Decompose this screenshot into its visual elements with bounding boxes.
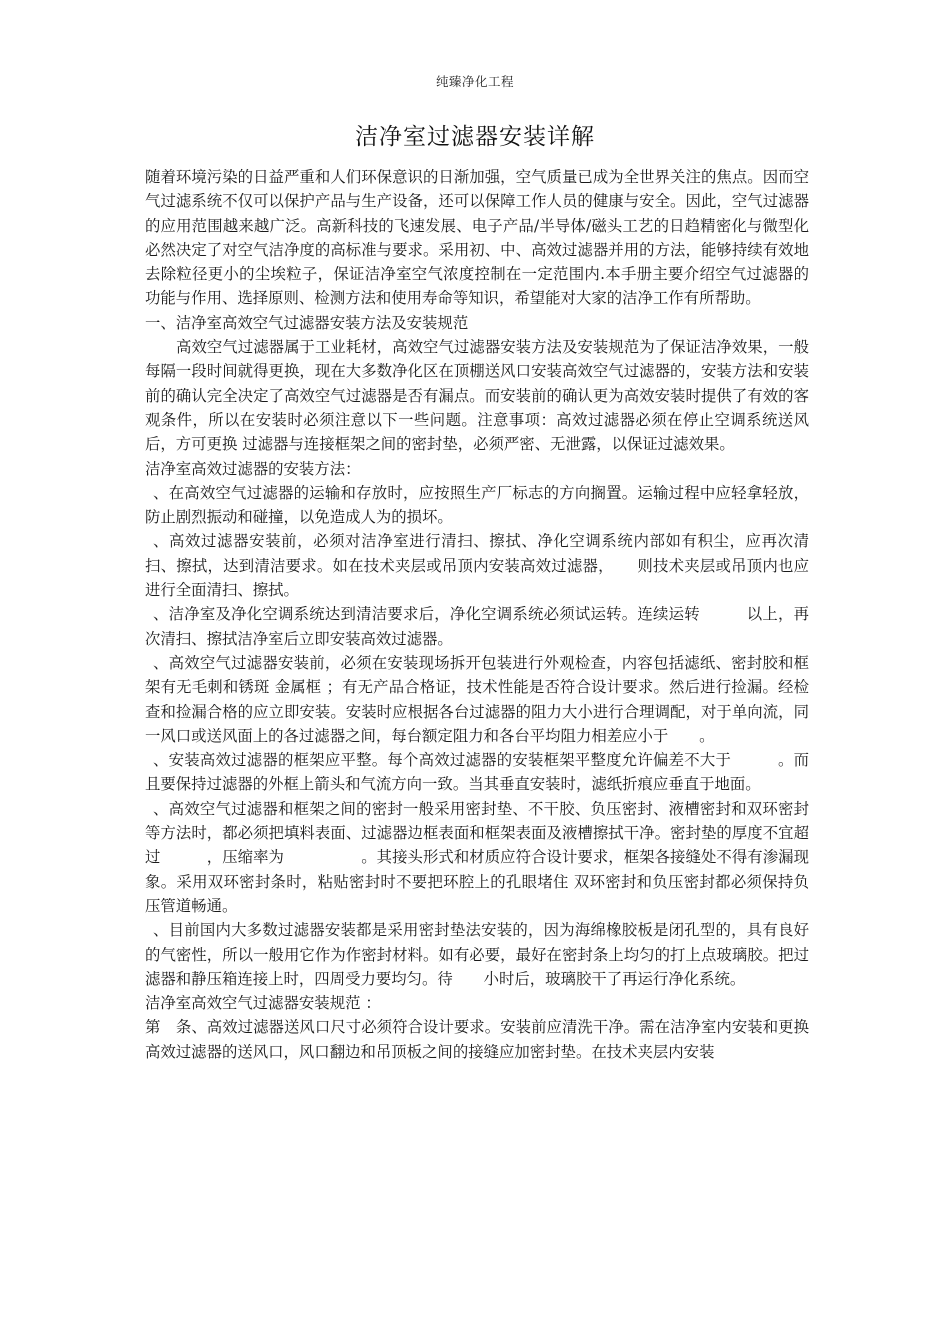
running-header: 纯臻净化工程 bbox=[435, 74, 514, 89]
section-heading: 一、洁净室高效空气过滤器安装方法及安装规范 bbox=[145, 313, 469, 332]
method-item: 、高效过滤器安装前，必须对洁净室进行清扫、擦拭、净化空调系统内部如有积尘，应再次清扫、擦拭，达到清洁要求。如在技术夹层或吊顶内安装高效过滤器， 则技术夹层或吊顶内也应进行全面清扫、擦拭。 bbox=[145, 532, 809, 600]
method-item: 、在高效空气过滤器的运输和存放时，应按照生产厂标志的方向搁置。运输过程中应轻拿轻放，防止剧烈振动和碰撞，以免造成人为的损坏。 bbox=[145, 483, 809, 527]
section-paragraph: 高效空气过滤器属于工业耗材，高效空气过滤器安装方法及安装规范为了保证洁净效果，一般每隔一段时间就得更换，现在大多数净化区在顶棚送风口安装高效空气过滤器的，安装方法和安装前的确认完全决定了高效空气过滤器是否有漏点。而安装前的确认更为高效安装时提供了有效的客观条件，所以在安装时必须注意以下一些问题。注意事项：高效过滤器必须在停止空调系统送风后，方可更换 过滤器与连接框架之间的密封垫，必须严密、无泄露，以保证过滤效果。 bbox=[145, 338, 809, 454]
method-item: 、安装高效过滤器的框架应平整。每个高效过滤器的安装框架平整度允许偏差不大于 。而且要保持过滤器的外框上箭头和气流方向一致。当其垂直安装时，滤纸折痕应垂直于地面。 bbox=[145, 751, 809, 794]
method-item: 、目前国内大多数过滤器安装都是采用密封垫法安装的，因为海绵橡胶板是闭孔型的，具有良好的气密性，所以一般用它作为作密封材料。如有必要，最好在密封条上均匀的打上点玻璃胶。把过滤器和静压箱连接上时，四周受力要均匀。待 小时后，玻璃胶干了再运行净化系统。 bbox=[145, 921, 809, 988]
intro-paragraph: 随着环境污染的日益严重和人们环保意识的日渐加强，空气质量已成为全世界关注的焦点。因而空气过滤系统不仅可以保护产品与生产设备，还可以保障工作人员的健康与安全。因此，空气过滤器的应用范围越来越广泛。高新科技的飞速发展、电子产品/半导体/磁头工艺的日趋精密化与微型化必然决定了对空气洁净度的高标准与要求。采用初、中、高效过滤器并用的方法，能够持续有效地去除粒径更小的尘埃粒子，保证洁净室空气浓度控制在一定范围内.本手册主要介绍空气过滤器的功能与作用、选择原则、检测方法和使用寿命等知识，希望能对大家的洁净工作有所帮助。 bbox=[145, 168, 809, 308]
method-item: 、高效空气过滤器和框架之间的密封一般采用密封垫、不干胶、负压密封、液槽密封和双环密封等方法时，都必须把填料表面、过滤器边框表面和框架表面及液槽擦拭干净。密封垫的厚度不宜超过 ，压缩率为 。其接头形式和材质应符合设计要求，框架各接缝处不得有渗漏现象。采用双环密封条时，粘贴密封时不要把环腔上的孔眼堵住 双环密封和负压密封都必须保持负压管道畅通。 bbox=[145, 799, 809, 915]
document-body bbox=[145, 165, 809, 1064]
document-title: 洁净室过滤器安装详解 bbox=[355, 124, 595, 150]
methods-heading: 洁净室高效过滤器的安装方法： bbox=[145, 459, 361, 478]
method-item: 、高效空气过滤器安装前，必须在安装现场拆开包装进行外观检查，内容包括滤纸、密封胶和框架有无毛刺和锈斑 金属框 ；有无产品合格证，技术性能是否符合设计要求。然后进行捡漏。经检查和捡漏合格的应立即安装。安装时应根据各台过滤器的阻力大小进行合理调配，对于单向流，同一风口或送风面上的各过滤器之间，每台额定阻力和各台平均阻力相差应小于 。 bbox=[145, 653, 809, 745]
spec-paragraph: 第 条、高效过滤器送风口尺寸必须符合设计要求。安装前应清洗干净。需在洁净室内安装和更换高效过滤器的送风口，风口翻边和吊顶板之间的接缝应加密封垫。在技术夹层内安装 bbox=[145, 1018, 809, 1061]
spec-heading: 洁净室高效空气过滤器安装规范 ： bbox=[145, 994, 381, 1013]
method-item: 、洁净室及净化空调系统达到清洁要求后，净化空调系统必须试运转。连续运转 以上，再次清扫、擦拭洁净室后立即安装高效过滤器。 bbox=[145, 605, 809, 648]
